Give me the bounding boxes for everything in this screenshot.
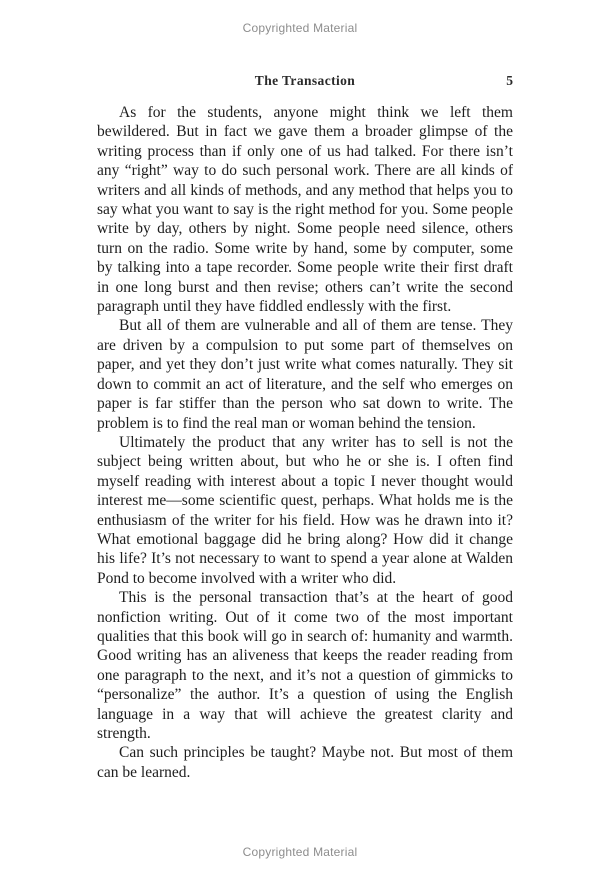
page-body (97, 103, 513, 782)
paragraph-1: As for the students, anyone might think we left them bewildered. But in fact we gave them a broader glimpse of the writing process than if only one of us had talked. For there isn’t any “right” way to do such personal work. There are all kinds of writers and all kinds of methods, and any method that helps you to say what you want to say is the right method for you. Some people write by day, others by night. Some people need silence, others turn on the radio. Some write by hand, some by computer, some by talking into a tape recorder. Some people write their first draft in one long burst and then revise; others can’t write the second paragraph until they have fiddled endlessly with the first. (97, 104, 513, 316)
page-number: 5 (506, 73, 513, 88)
paragraph-5: Can such principles be taught? Maybe not. But most of them can be learned. (97, 744, 513, 781)
chapter-title: The Transaction (254, 73, 356, 88)
paragraph-3: Ultimately the product that any writer has to sell is not the subject being written about, but who he or she is. I often find myself reading with interest about a topic I never thought would interest me—some scientific quest, perhaps. What holds me is the enthusiasm of the writer for his field. How was he drawn into it? What emotional baggage did he bring along? How did it change his life? It’s not necessary to want to spend a year alone at Walden Pond to become involved with a writer who did. (97, 433, 513, 587)
paragraph-4: This is the personal transaction that’s at the heart of good nonfiction writing. Out of it come two of the most important qualities that this book will go in search of: humanity and warmth. Good writing has an aliveness that keeps the reader reading from one paragraph to the next, and it’s not a question of gimmicks to “personalize” the author. It’s a question of using the English language in a way that will achieve the greatest clarity and strength. (97, 589, 513, 742)
copyright-notice-bottom: Copyrighted Material (242, 845, 358, 859)
copyright-notice-top: Copyrighted Material (242, 21, 358, 35)
running-header (97, 73, 513, 91)
paragraph-2: But all of them are vulnerable and all of them are tense. They are driven by a compulsion to put some part of themselves on paper, and yet they don’t just write what comes naturally. They sit down to commit an act of literature, and the self who emerges on paper is far stiffer than the person who sat down to write. The problem is to find the real man or woman behind the tension. (97, 317, 513, 432)
